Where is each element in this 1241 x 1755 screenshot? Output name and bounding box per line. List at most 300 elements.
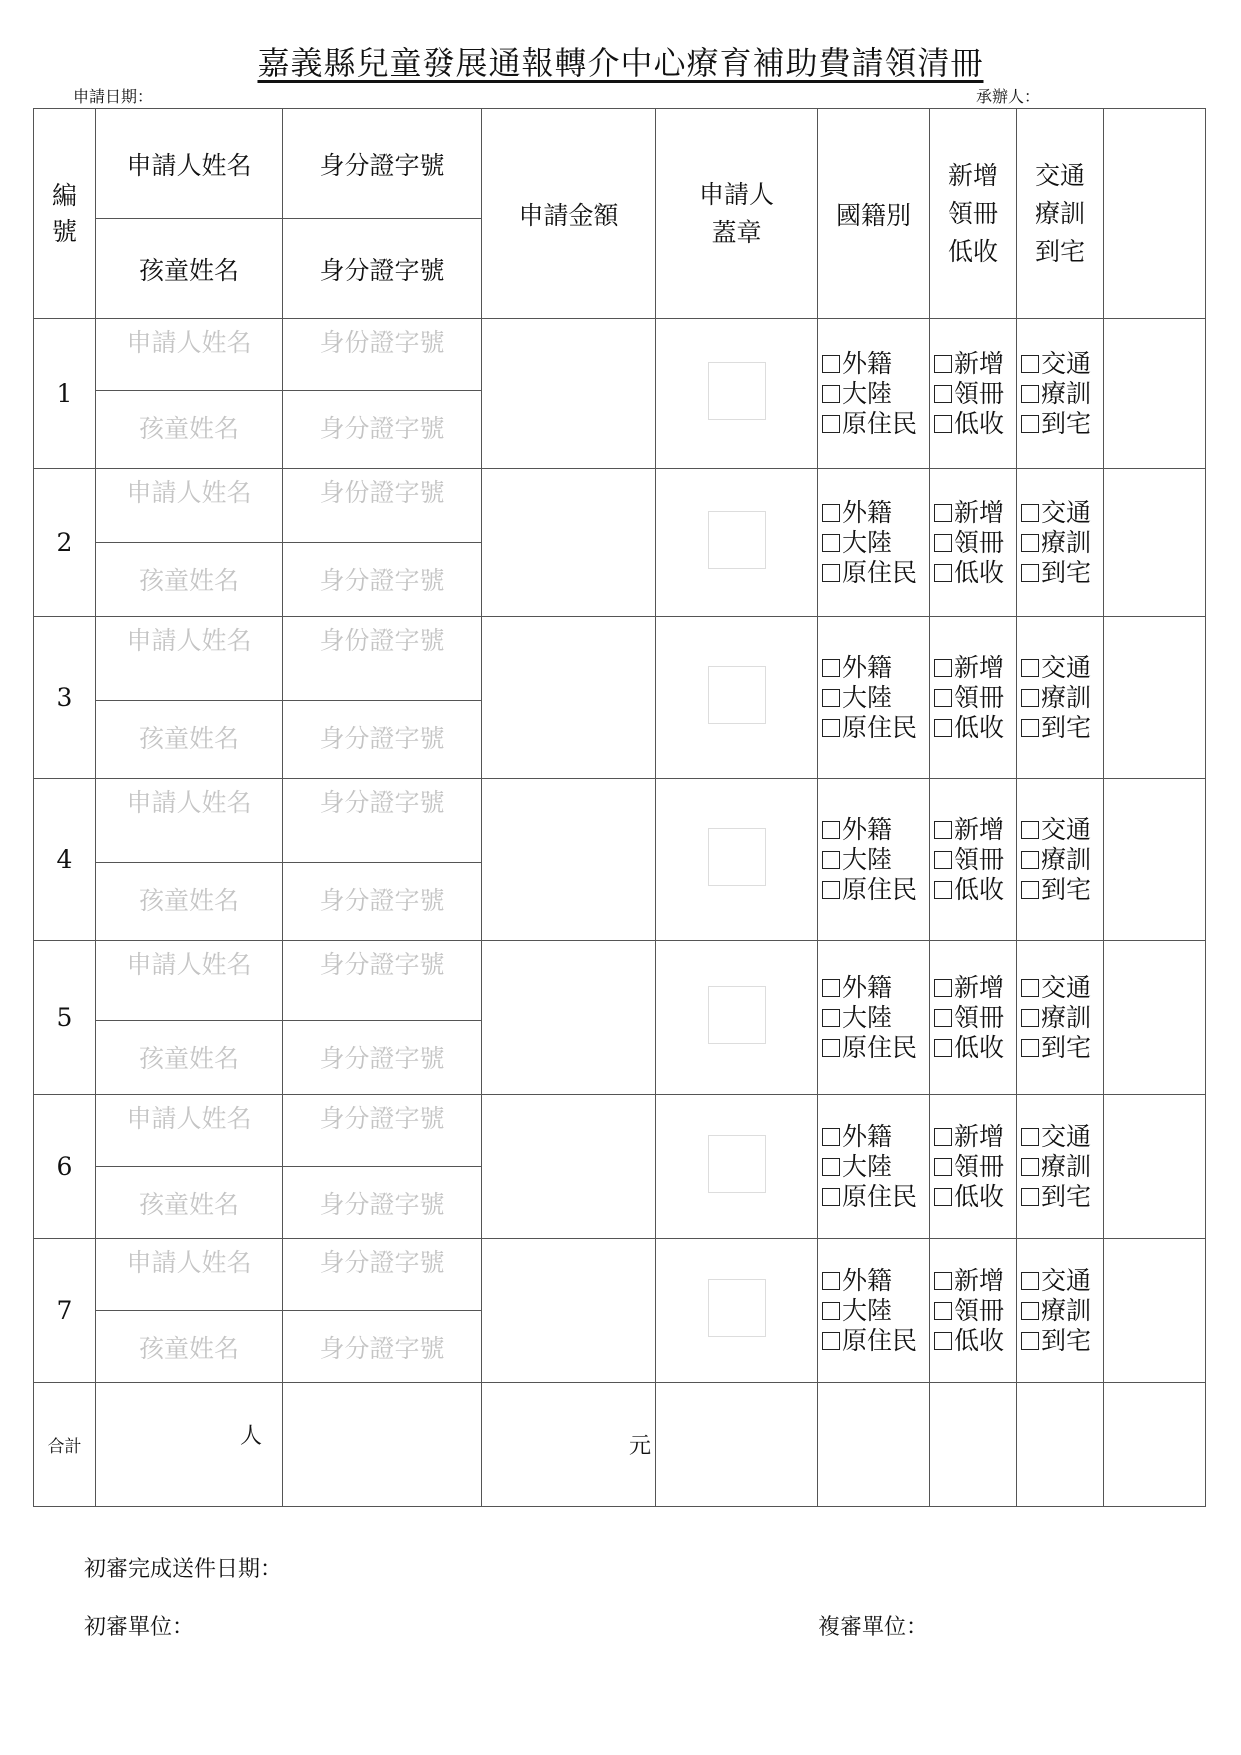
service-checkbox[interactable] xyxy=(1021,1039,1039,1057)
applicant-name-field[interactable] xyxy=(96,617,283,701)
status-option xyxy=(934,528,1016,558)
service-checkbox[interactable] xyxy=(1021,1158,1039,1176)
header-new-low-income: 新增領冊低收 xyxy=(930,109,1017,319)
service-option-label: 交通 xyxy=(1041,348,1092,378)
header-applicant-name: 申請人姓名 xyxy=(96,109,283,219)
nationality-option xyxy=(822,498,929,528)
row-number: 2 xyxy=(34,469,96,617)
nationality-option-label: 外籍 xyxy=(842,1265,893,1295)
applicant-name-field[interactable] xyxy=(96,1095,283,1167)
applicant-id-field[interactable] xyxy=(283,469,482,543)
nationality-option-label: 原住民 xyxy=(842,1032,918,1062)
service-option-label: 交通 xyxy=(1041,814,1092,844)
total-id-blank xyxy=(283,1383,482,1507)
child-id-placeholder: 身分證字號 xyxy=(319,1334,445,1363)
service-option xyxy=(1021,875,1103,905)
service-checkbox[interactable] xyxy=(1021,659,1039,677)
applicant-id-field[interactable] xyxy=(283,319,482,391)
child-id-field[interactable] xyxy=(283,701,482,779)
nationality-option-label: 大陸 xyxy=(842,378,893,408)
service-checkbox[interactable] xyxy=(1021,1188,1039,1206)
status-option xyxy=(934,1033,1016,1063)
child-id-field[interactable] xyxy=(283,863,482,941)
row-number: 4 xyxy=(34,779,96,941)
status-checkbox[interactable] xyxy=(934,1188,952,1206)
service-option-label: 療訓 xyxy=(1041,527,1092,557)
status-options xyxy=(930,1095,1017,1239)
status-options xyxy=(930,941,1017,1095)
amount-field[interactable] xyxy=(482,941,656,1095)
service-checkbox[interactable] xyxy=(1021,979,1039,997)
service-checkbox[interactable] xyxy=(1021,821,1039,839)
child-id-field[interactable] xyxy=(283,1311,482,1383)
status-checkbox[interactable] xyxy=(934,851,952,869)
service-checkbox[interactable] xyxy=(1021,355,1039,373)
status-checkbox[interactable] xyxy=(934,1302,952,1320)
amount-field[interactable] xyxy=(482,1239,656,1383)
stamp-field[interactable] xyxy=(656,941,818,1095)
apply-date-label: 申請日期： xyxy=(73,87,154,106)
status-checkbox[interactable] xyxy=(934,534,952,552)
nationality-option xyxy=(822,815,929,845)
service-checkbox[interactable] xyxy=(1021,1272,1039,1290)
service-options xyxy=(1017,941,1104,1095)
applicant-name-placeholder: 申請人姓名 xyxy=(126,328,252,357)
status-option-label: 領冊 xyxy=(954,1002,1005,1032)
nationality-checkbox[interactable] xyxy=(822,689,840,707)
child-id-field[interactable] xyxy=(283,543,482,617)
status-checkbox[interactable] xyxy=(934,1128,952,1146)
nationality-checkbox[interactable] xyxy=(822,979,840,997)
child-name-placeholder: 孩童姓名 xyxy=(138,886,239,915)
nationality-option-label: 原住民 xyxy=(842,1325,918,1355)
nationality-options xyxy=(818,319,930,469)
service-option-label: 療訓 xyxy=(1041,1151,1092,1181)
applicant-name-placeholder: 申請人姓名 xyxy=(126,626,252,655)
nationality-options xyxy=(818,469,930,617)
nationality-checkbox[interactable] xyxy=(822,534,840,552)
service-checkbox[interactable] xyxy=(1021,851,1039,869)
nationality-option xyxy=(822,973,929,1003)
service-option xyxy=(1021,1122,1103,1152)
service-options xyxy=(1017,779,1104,941)
header-applicant-id: 身分證字號 xyxy=(283,109,482,219)
amount-field[interactable] xyxy=(482,469,656,617)
status-checkbox[interactable] xyxy=(934,719,952,737)
service-checkbox[interactable] xyxy=(1021,881,1039,899)
service-option-label: 療訓 xyxy=(1041,378,1092,408)
status-checkbox[interactable] xyxy=(934,1272,952,1290)
status-option-label: 領冊 xyxy=(954,682,1005,712)
nationality-checkbox[interactable] xyxy=(822,1128,840,1146)
header-stamp: 申請人蓋章 xyxy=(656,109,818,319)
applicant-id-placeholder: 身分證字號 xyxy=(319,788,445,817)
applicant-name-field[interactable] xyxy=(96,779,283,863)
status-option-label: 低收 xyxy=(954,712,1005,742)
total-amount-field[interactable] xyxy=(482,1383,656,1507)
nationality-checkbox[interactable] xyxy=(822,881,840,899)
nationality-option xyxy=(822,1326,929,1356)
applicant-name-field[interactable] xyxy=(96,941,283,1021)
total-people-field[interactable] xyxy=(96,1383,283,1507)
child-id-placeholder: 身分證字號 xyxy=(319,1190,445,1219)
amount-field[interactable] xyxy=(482,779,656,941)
service-option xyxy=(1021,845,1103,875)
child-name-placeholder: 孩童姓名 xyxy=(138,1190,239,1219)
nationality-checkbox[interactable] xyxy=(822,504,840,522)
nationality-option-label: 大陸 xyxy=(842,1002,893,1032)
amount-field[interactable] xyxy=(482,617,656,779)
nationality-options xyxy=(818,1095,930,1239)
total-blank xyxy=(930,1383,1017,1507)
nationality-checkbox[interactable] xyxy=(822,1009,840,1027)
service-checkbox[interactable] xyxy=(1021,719,1039,737)
blank-field[interactable] xyxy=(1104,1095,1206,1239)
service-option xyxy=(1021,713,1103,743)
total-blank xyxy=(1104,1383,1206,1507)
service-option xyxy=(1021,973,1103,1003)
row-number: 6 xyxy=(34,1095,96,1239)
header-child-id: 身分證字號 xyxy=(283,219,482,319)
child-id-placeholder: 身分證字號 xyxy=(319,566,445,595)
stamp-field[interactable] xyxy=(656,779,818,941)
applicant-name-field[interactable] xyxy=(96,319,283,391)
nationality-checkbox[interactable] xyxy=(822,851,840,869)
status-option xyxy=(934,1266,1016,1296)
nationality-options xyxy=(818,617,930,779)
service-checkbox[interactable] xyxy=(1021,1009,1039,1027)
initial-review-date-label: 初審完成送件日期： xyxy=(84,1557,283,1582)
service-option-label: 療訓 xyxy=(1041,1002,1092,1032)
nationality-option xyxy=(822,1182,929,1212)
status-checkbox[interactable] xyxy=(934,564,952,582)
status-option-label: 領冊 xyxy=(954,378,1005,408)
child-name-field[interactable] xyxy=(96,1021,283,1095)
service-option-label: 交通 xyxy=(1041,972,1092,1002)
status-option-label: 新增 xyxy=(954,1121,1005,1151)
status-option xyxy=(934,498,1016,528)
status-option xyxy=(934,1152,1016,1182)
service-option xyxy=(1021,498,1103,528)
service-option-label: 交通 xyxy=(1041,497,1092,527)
people-unit: 人 xyxy=(239,1424,262,1449)
status-checkbox[interactable] xyxy=(934,979,952,997)
service-checkbox[interactable] xyxy=(1021,1302,1039,1320)
status-checkbox[interactable] xyxy=(934,1009,952,1027)
service-option xyxy=(1021,558,1103,588)
service-options xyxy=(1017,617,1104,779)
stamp-field[interactable] xyxy=(656,469,818,617)
status-checkbox[interactable] xyxy=(934,504,952,522)
applicant-id-placeholder: 身份證字號 xyxy=(319,478,445,507)
service-checkbox[interactable] xyxy=(1021,689,1039,707)
blank-field[interactable] xyxy=(1104,779,1206,941)
child-name-field[interactable] xyxy=(96,1167,283,1239)
applicant-id-placeholder: 身份證字號 xyxy=(319,328,445,357)
service-option xyxy=(1021,1326,1103,1356)
status-option-label: 新增 xyxy=(954,1265,1005,1295)
nationality-checkbox[interactable] xyxy=(822,1188,840,1206)
status-option xyxy=(934,653,1016,683)
applicant-id-placeholder: 身份證字號 xyxy=(319,626,445,655)
service-checkbox[interactable] xyxy=(1021,504,1039,522)
nationality-option xyxy=(822,558,929,588)
nationality-checkbox[interactable] xyxy=(822,1332,840,1350)
table-row xyxy=(34,469,1206,543)
nationality-checkbox[interactable] xyxy=(822,1302,840,1320)
row-number: 3 xyxy=(34,617,96,779)
status-option xyxy=(934,973,1016,1003)
status-checkbox[interactable] xyxy=(934,689,952,707)
total-label: 合計 xyxy=(34,1383,96,1507)
blank-field[interactable] xyxy=(1104,617,1206,779)
service-option-label: 交通 xyxy=(1041,652,1092,682)
status-checkbox[interactable] xyxy=(934,1158,952,1176)
header-number: 編號 xyxy=(34,109,96,319)
status-option-label: 領冊 xyxy=(954,1151,1005,1181)
status-option-label: 新增 xyxy=(954,497,1005,527)
service-option-label: 療訓 xyxy=(1041,1295,1092,1325)
stamp-box xyxy=(708,986,766,1044)
status-option-label: 低收 xyxy=(954,557,1005,587)
nationality-option xyxy=(822,349,929,379)
nationality-option xyxy=(822,379,929,409)
status-options xyxy=(930,319,1017,469)
service-option xyxy=(1021,683,1103,713)
status-option xyxy=(934,558,1016,588)
child-id-placeholder: 身分證字號 xyxy=(319,886,445,915)
child-id-field[interactable] xyxy=(283,391,482,469)
applicant-id-field[interactable] xyxy=(283,1239,482,1311)
total-blank xyxy=(818,1383,930,1507)
service-option xyxy=(1021,1266,1103,1296)
status-option xyxy=(934,815,1016,845)
service-option xyxy=(1021,815,1103,845)
row-number: 5 xyxy=(34,941,96,1095)
table-row xyxy=(34,779,1206,863)
nationality-checkbox[interactable] xyxy=(822,355,840,373)
service-options xyxy=(1017,1095,1104,1239)
service-checkbox[interactable] xyxy=(1021,415,1039,433)
service-option-label: 到宅 xyxy=(1041,1032,1092,1062)
service-option-label: 到宅 xyxy=(1041,712,1092,742)
service-option xyxy=(1021,1033,1103,1063)
applicant-name-field[interactable] xyxy=(96,469,283,543)
nationality-option-label: 原住民 xyxy=(842,557,918,587)
applicant-id-field[interactable] xyxy=(283,617,482,701)
nationality-option-label: 外籍 xyxy=(842,814,893,844)
nationality-checkbox[interactable] xyxy=(822,385,840,403)
nationality-option xyxy=(822,713,929,743)
child-name-field[interactable] xyxy=(96,701,283,779)
amount-unit: 元 xyxy=(628,1434,651,1459)
applicant-name-placeholder: 申請人姓名 xyxy=(126,1248,252,1277)
header-amount: 申請金額 xyxy=(482,109,656,319)
status-option-label: 新增 xyxy=(954,972,1005,1002)
status-checkbox[interactable] xyxy=(934,881,952,899)
child-id-field[interactable] xyxy=(283,1021,482,1095)
nationality-checkbox[interactable] xyxy=(822,1158,840,1176)
service-option xyxy=(1021,379,1103,409)
service-option-label: 到宅 xyxy=(1041,408,1092,438)
table-row xyxy=(34,319,1206,391)
status-option-label: 新增 xyxy=(954,652,1005,682)
blank-field[interactable] xyxy=(1104,469,1206,617)
nationality-option xyxy=(822,683,929,713)
service-checkbox[interactable] xyxy=(1021,1332,1039,1350)
status-option-label: 低收 xyxy=(954,1032,1005,1062)
service-option xyxy=(1021,1003,1103,1033)
service-option xyxy=(1021,653,1103,683)
status-option-label: 新增 xyxy=(954,814,1005,844)
status-options xyxy=(930,469,1017,617)
status-option-label: 領冊 xyxy=(954,1295,1005,1325)
child-name-placeholder: 孩童姓名 xyxy=(138,566,239,595)
header-transport-home: 交通療訓到宅 xyxy=(1017,109,1104,319)
nationality-checkbox[interactable] xyxy=(822,415,840,433)
nationality-option-label: 外籍 xyxy=(842,972,893,1002)
status-checkbox[interactable] xyxy=(934,659,952,677)
amount-field[interactable] xyxy=(482,319,656,469)
table-row xyxy=(34,1095,1206,1167)
application-table xyxy=(33,108,1206,1507)
service-checkbox[interactable] xyxy=(1021,1128,1039,1146)
stamp-field[interactable] xyxy=(656,319,818,469)
status-options xyxy=(930,1239,1017,1383)
nationality-option-label: 原住民 xyxy=(842,1181,918,1211)
nationality-checkbox[interactable] xyxy=(822,659,840,677)
nationality-option-label: 原住民 xyxy=(842,874,918,904)
service-checkbox[interactable] xyxy=(1021,564,1039,582)
row-number: 7 xyxy=(34,1239,96,1383)
status-checkbox[interactable] xyxy=(934,1039,952,1057)
service-option-label: 到宅 xyxy=(1041,557,1092,587)
status-checkbox[interactable] xyxy=(934,415,952,433)
child-name-placeholder: 孩童姓名 xyxy=(138,1334,239,1363)
row-number: 1 xyxy=(34,319,96,469)
nationality-option xyxy=(822,653,929,683)
status-option-label: 低收 xyxy=(954,408,1005,438)
service-option-label: 療訓 xyxy=(1041,844,1092,874)
applicant-id-field[interactable] xyxy=(283,779,482,863)
nationality-options xyxy=(818,941,930,1095)
nationality-checkbox[interactable] xyxy=(822,719,840,737)
status-option xyxy=(934,1003,1016,1033)
status-option xyxy=(934,349,1016,379)
status-checkbox[interactable] xyxy=(934,355,952,373)
stamp-box xyxy=(708,362,766,420)
table-row xyxy=(34,941,1206,1021)
blank-field[interactable] xyxy=(1104,1239,1206,1383)
child-id-placeholder: 身分證字號 xyxy=(319,724,445,753)
nationality-option-label: 外籍 xyxy=(842,1121,893,1151)
service-checkbox[interactable] xyxy=(1021,534,1039,552)
child-name-field[interactable] xyxy=(96,543,283,617)
status-option xyxy=(934,1326,1016,1356)
status-checkbox[interactable] xyxy=(934,1332,952,1350)
stamp-box xyxy=(708,1279,766,1337)
stamp-box xyxy=(708,828,766,886)
service-option xyxy=(1021,1182,1103,1212)
service-options xyxy=(1017,1239,1104,1383)
applicant-name-placeholder: 申請人姓名 xyxy=(126,478,252,507)
applicant-id-field[interactable] xyxy=(283,941,482,1021)
status-option xyxy=(934,875,1016,905)
amount-field[interactable] xyxy=(482,1095,656,1239)
nationality-option-label: 大陸 xyxy=(842,844,893,874)
status-option xyxy=(934,409,1016,439)
service-checkbox[interactable] xyxy=(1021,385,1039,403)
service-option xyxy=(1021,1296,1103,1326)
child-name-placeholder: 孩童姓名 xyxy=(138,414,239,443)
total-blank xyxy=(1017,1383,1104,1507)
child-name-placeholder: 孩童姓名 xyxy=(138,724,239,753)
status-option xyxy=(934,1122,1016,1152)
applicant-id-field[interactable] xyxy=(283,1095,482,1167)
child-name-field[interactable] xyxy=(96,1311,283,1383)
form-title: 嘉義縣兒童發展通報轉介中心療育補助費請領清冊 xyxy=(257,44,984,82)
header-blank xyxy=(1104,109,1206,319)
status-checkbox[interactable] xyxy=(934,821,952,839)
service-options xyxy=(1017,319,1104,469)
status-option-label: 低收 xyxy=(954,874,1005,904)
child-name-field[interactable] xyxy=(96,391,283,469)
applicant-name-field[interactable] xyxy=(96,1239,283,1311)
stamp-box xyxy=(708,666,766,724)
status-options xyxy=(930,779,1017,941)
nationality-checkbox[interactable] xyxy=(822,1272,840,1290)
status-option xyxy=(934,683,1016,713)
nationality-option xyxy=(822,1266,929,1296)
stamp-field[interactable] xyxy=(656,617,818,779)
status-option-label: 領冊 xyxy=(954,844,1005,874)
status-checkbox[interactable] xyxy=(934,385,952,403)
stamp-box xyxy=(708,511,766,569)
nationality-checkbox[interactable] xyxy=(822,821,840,839)
blank-field[interactable] xyxy=(1104,319,1206,469)
blank-field[interactable] xyxy=(1104,941,1206,1095)
nationality-checkbox[interactable] xyxy=(822,564,840,582)
stamp-field[interactable] xyxy=(656,1095,818,1239)
child-id-placeholder: 身分證字號 xyxy=(319,1044,445,1073)
nationality-option xyxy=(822,528,929,558)
nationality-checkbox[interactable] xyxy=(822,1039,840,1057)
stamp-field[interactable] xyxy=(656,1239,818,1383)
initial-unit-label: 初審單位： xyxy=(84,1615,195,1640)
nationality-option xyxy=(822,845,929,875)
status-option-label: 低收 xyxy=(954,1325,1005,1355)
status-option xyxy=(934,379,1016,409)
nationality-option-label: 大陸 xyxy=(842,1295,893,1325)
status-option xyxy=(934,1182,1016,1212)
service-option xyxy=(1021,349,1103,379)
table-row xyxy=(34,1239,1206,1311)
service-option xyxy=(1021,528,1103,558)
child-id-field[interactable] xyxy=(283,1167,482,1239)
nationality-option xyxy=(822,1152,929,1182)
child-name-field[interactable] xyxy=(96,863,283,941)
header-child-name: 孩童姓名 xyxy=(96,219,283,319)
service-option xyxy=(1021,1152,1103,1182)
nationality-option-label: 原住民 xyxy=(842,408,918,438)
status-option-label: 新增 xyxy=(954,348,1005,378)
status-option xyxy=(934,1296,1016,1326)
status-option-label: 領冊 xyxy=(954,527,1005,557)
applicant-id-placeholder: 身分證字號 xyxy=(319,1104,445,1133)
nationality-option-label: 原住民 xyxy=(842,712,918,742)
nationality-option xyxy=(822,1296,929,1326)
status-option xyxy=(934,713,1016,743)
